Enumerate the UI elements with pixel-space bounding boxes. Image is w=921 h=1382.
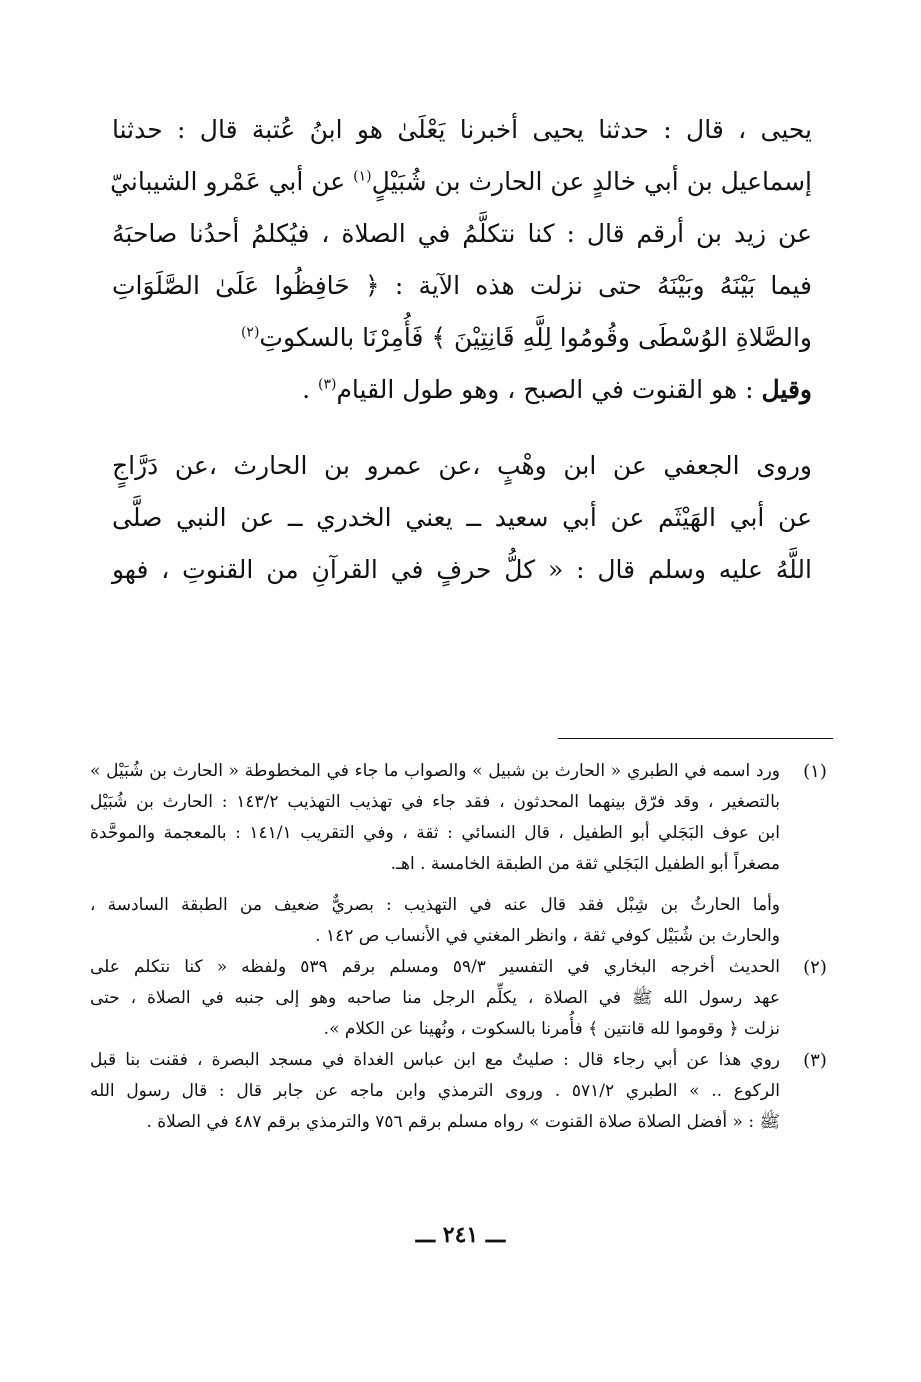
footnote-number: (٣) bbox=[803, 1050, 827, 1071]
footnote-separator bbox=[558, 738, 833, 739]
main-line-text: : هو القنوت في الصبح ، وهو طول القيام bbox=[336, 375, 762, 404]
main-line bbox=[112, 156, 812, 208]
main-line bbox=[112, 260, 812, 312]
footnote-line: وأما الحارثُ بن شِبْل فقد قال عنه في التهذيب : بصريٌّ ضعيف من الطبقة السادسة ، bbox=[90, 895, 780, 915]
footnote-line: ﷺ : « أفضل الصلاة صلاة القنوت » رواه مسلم برقم ٧٥٦ والترمذي برقم ٤٨٧ في الصلاة . bbox=[146, 1112, 780, 1132]
footnote-number: (٢) bbox=[803, 957, 827, 978]
main-line-text: والصَّلاةِ الوُسْطَى وقُومُوا لِلَّهِ قَانِتِيْنَ ﴾ فَأُمِرْنَا بالسكوتِ bbox=[259, 323, 812, 352]
main-line bbox=[112, 544, 812, 596]
footnotes bbox=[90, 756, 840, 1138]
footnote-number: (١) bbox=[803, 761, 827, 782]
main-line-text: فيما بَيْنَهُ وبَيْنَهُ حتى نزلت هذه الآية : ﴿ حَافِظُوا عَلَىٰ الصَّلَوَاتِ bbox=[112, 271, 812, 300]
footnote-line: نزلت ﴿ وقوموا لله قانتين ﴾ فأُمرنا بالسكوت ، ونُهينا عن الكلام ». bbox=[323, 1019, 780, 1039]
footnote-2 bbox=[90, 952, 840, 1045]
footnote-line: الحديث أخرجه البخاري في التفسير ٥٩/٣ ومسلم برقم ٥٣٩ ولفظه « كنا نتكلم على bbox=[90, 957, 780, 977]
footnote-line: عهد رسول الله ﷺ في الصلاة ، يكلِّم الرجل منا صاحبه وهو إلى جنبه في الصلاة ، حتى bbox=[90, 988, 780, 1008]
footnote-1 bbox=[90, 756, 840, 952]
main-line bbox=[112, 364, 812, 416]
footnote-marker[interactable]: (٢) bbox=[240, 324, 260, 341]
main-text bbox=[112, 104, 812, 596]
footnote-line: بالتصغير ، وقد فرّق بينهما المحدثون ، فقد جاء في تهذيب التهذيب ١٤٣/٢ : الحارث بن شُبَيْل bbox=[90, 792, 780, 812]
main-line bbox=[112, 104, 812, 156]
main-line-text: إسماعيل بن أبي خالدٍ عن الحارث بن شُبَيْلٍ bbox=[371, 167, 812, 196]
main-line-text: وروى الجعفي عن ابن وهْبٍ ،عن عمرو بن الحارث ،عن دَرَّاجٍ bbox=[112, 451, 812, 480]
footnote-line: ورد اسمه في الطبري « الحارث بن شبيل » والصواب ما جاء في المخطوطة « الحارث بن شُبَيْل » bbox=[90, 761, 780, 781]
footnote-marker[interactable]: (٣) bbox=[317, 376, 337, 393]
main-line-text: عن زيد بن أرقم قال : كنا نتكلَّمُ في الصلاة ، فيُكلمُ أحدُنا صاحبَهُ bbox=[112, 219, 812, 248]
footnote-line: الركوع .. » الطبري ٥٧١/٢ . وروى الترمذي وابن ماجه عن جابر قال : قال رسول الله bbox=[90, 1081, 780, 1101]
paragraph-gap bbox=[112, 416, 812, 440]
page-number: ـــ ٢٤١ ـــ bbox=[415, 1222, 506, 1248]
main-line-heading: وقيل bbox=[761, 375, 812, 404]
main-line bbox=[112, 492, 812, 544]
main-line bbox=[112, 312, 812, 364]
footnote-line: روي هذا عن أبي رجاء قال : صليتُ مع ابن عباس الغداة في مسجد البصرة ، فقنت بنا قبل bbox=[90, 1050, 780, 1070]
footnote-gap bbox=[90, 880, 780, 890]
main-line bbox=[112, 440, 812, 492]
main-line-text: عن أبي عَمْرو الشيبانيّ bbox=[110, 167, 346, 196]
footnote-line: مصغراً أبو الطفيل البَجَلي ثقة من الطبقة الخامسة . اهـ. bbox=[390, 854, 780, 874]
main-line bbox=[112, 208, 812, 260]
main-line-text: اللَّهُ عليه وسلم قال : « كلُّ حرفٍ في القرآنِ من القنوتِ ، فهو bbox=[112, 555, 812, 584]
footnote-line: ابن عوف البَجَلي أبو الطفيل ، قال النسائي : ثقة ، وفي التقريب ١٤١/١ : بالمعجمة والموحَّدة bbox=[90, 823, 780, 843]
main-line-text: يحيى ، قال : حدثنا يحيى أخبرنا يَعْلَىٰ هو ابنُ عُتبة قال : حدثنا bbox=[112, 115, 812, 144]
footnote-line: والحارث بن شُبَيْل كوفي ثقة ، وانظر المغني في الأنساب ص ١٤٢ . bbox=[315, 926, 780, 946]
footnote-marker[interactable]: (١) bbox=[353, 168, 372, 185]
main-line-text: عن أبي الهَيْثَم عن أبي سعيد ــ يعني الخدري ــ عن النبي صلَّى bbox=[112, 503, 812, 532]
footnote-3 bbox=[90, 1045, 840, 1138]
main-line-text: . bbox=[302, 375, 318, 404]
